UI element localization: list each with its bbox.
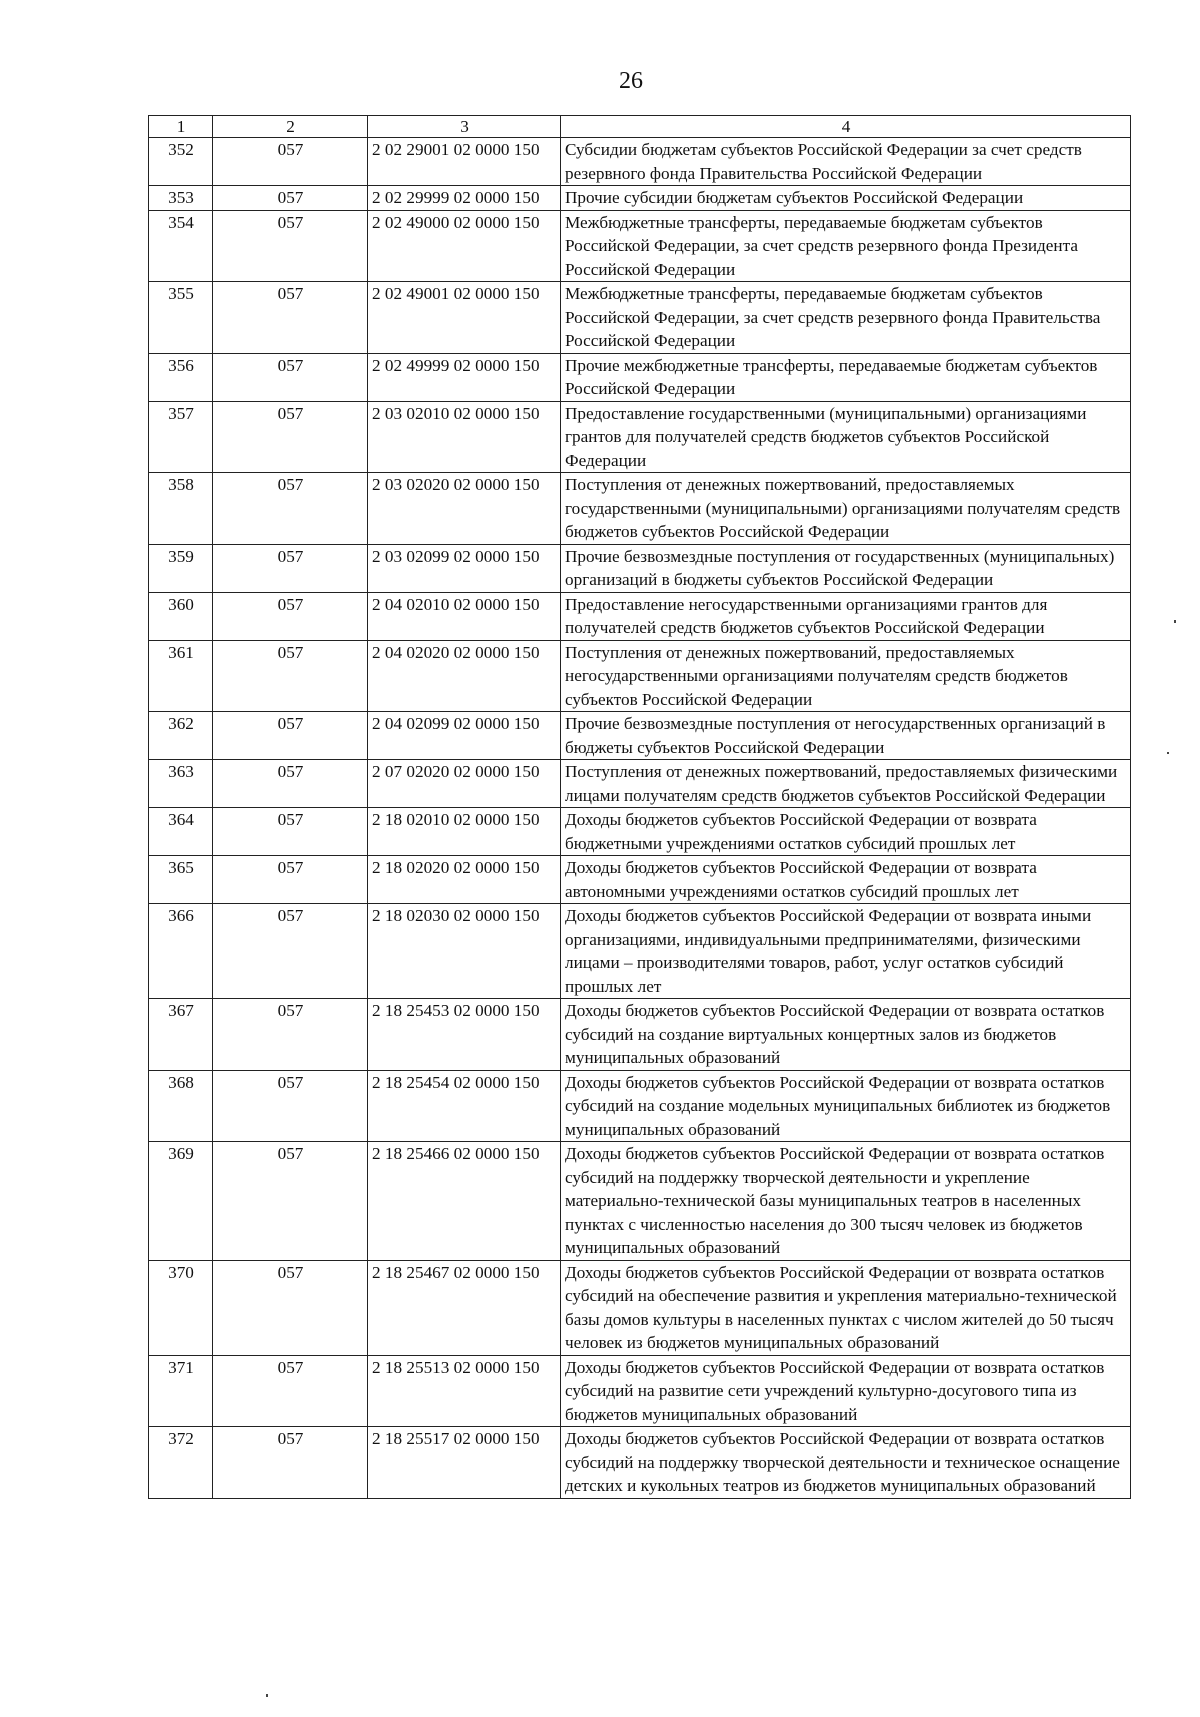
income-description: Предоставление государственными (муниципальными) организациями грантов для получателей средств бюджетов субъектов Российской Федерации: [561, 401, 1131, 473]
row-number: 372: [149, 1427, 213, 1499]
table-row: [149, 712, 1131, 760]
budget-classification-code: 2 07 02020 02 0000 150: [368, 760, 561, 808]
budget-classification-code: 2 02 49000 02 0000 150: [368, 210, 561, 282]
admin-code: 057: [213, 353, 368, 401]
budget-classification-code: 2 18 25513 02 0000 150: [368, 1355, 561, 1427]
table-row: [149, 904, 1131, 999]
income-description: Доходы бюджетов субъектов Российской Федерации от возврата остатков субсидий на обеспечение развития и укрепления материально-технической базы домов культуры в населенных пунктах с числом жителей до 50 тысяч человек из бюджетов муниципальных образований: [561, 1260, 1131, 1355]
page-number: 26: [619, 68, 643, 94]
budget-classification-code: 2 02 49001 02 0000 150: [368, 282, 561, 354]
table-row: [149, 1355, 1131, 1427]
table-row: [149, 640, 1131, 712]
table-header: [149, 116, 1131, 138]
income-description: Межбюджетные трансферты, передаваемые бюджетам субъектов Российской Федерации, за счет средств резервного фонда Президента Российской Федерации: [561, 210, 1131, 282]
admin-code: 057: [213, 712, 368, 760]
budget-classification-code: 2 02 49999 02 0000 150: [368, 353, 561, 401]
row-number: 371: [149, 1355, 213, 1427]
admin-code: 057: [213, 808, 368, 856]
admin-code: 057: [213, 760, 368, 808]
admin-code: 057: [213, 473, 368, 545]
admin-code: 057: [213, 401, 368, 473]
table-row: [149, 186, 1131, 211]
row-number: 369: [149, 1142, 213, 1261]
budget-classification-code: 2 03 02010 02 0000 150: [368, 401, 561, 473]
income-description: Доходы бюджетов субъектов Российской Федерации от возврата автономными учреждениями остатков субсидий прошлых лет: [561, 856, 1131, 904]
admin-code: 057: [213, 1260, 368, 1355]
budget-classification-code: 2 18 25517 02 0000 150: [368, 1427, 561, 1499]
budget-classification-code: 2 18 02030 02 0000 150: [368, 904, 561, 999]
table-row: [149, 1142, 1131, 1261]
admin-code: 057: [213, 138, 368, 186]
row-number: 355: [149, 282, 213, 354]
budget-classification-code: 2 18 02010 02 0000 150: [368, 808, 561, 856]
row-number: 360: [149, 592, 213, 640]
table-row: [149, 1260, 1131, 1355]
budget-codes-table: [148, 115, 1131, 1499]
row-number: 358: [149, 473, 213, 545]
row-number: 370: [149, 1260, 213, 1355]
admin-code: 057: [213, 640, 368, 712]
budget-classification-code: 2 02 29001 02 0000 150: [368, 138, 561, 186]
table-row: [149, 999, 1131, 1071]
table-row: [149, 401, 1131, 473]
table-row: [149, 138, 1131, 186]
admin-code: 057: [213, 856, 368, 904]
row-number: 367: [149, 999, 213, 1071]
budget-classification-code: 2 02 29999 02 0000 150: [368, 186, 561, 211]
header-col-3: 3: [368, 116, 561, 138]
income-description: Доходы бюджетов субъектов Российской Федерации от возврата остатков субсидий на создание модельных муниципальных библиотек из бюджетов муниципальных образований: [561, 1070, 1131, 1142]
table-row: [149, 544, 1131, 592]
income-description: Поступления от денежных пожертвований, предоставляемых физическими лицами получателям средств бюджетов субъектов Российской Федерации: [561, 760, 1131, 808]
row-number: 366: [149, 904, 213, 999]
admin-code: 057: [213, 1070, 368, 1142]
admin-code: 057: [213, 1142, 368, 1261]
income-description: Предоставление негосударственными организациями грантов для получателей средств бюджетов субъектов Российской Федерации: [561, 592, 1131, 640]
income-description: Субсидии бюджетам субъектов Российской Федерации за счет средств резервного фонда Правительства Российской Федерации: [561, 138, 1131, 186]
table-row: [149, 592, 1131, 640]
income-description: Доходы бюджетов субъектов Российской Федерации от возврата остатков субсидий на развитие сети учреждений культурно-досугового типа из бюджетов муниципальных образований: [561, 1355, 1131, 1427]
admin-code: 057: [213, 999, 368, 1071]
table-row: [149, 1070, 1131, 1142]
budget-classification-code: 2 03 02099 02 0000 150: [368, 544, 561, 592]
admin-code: 057: [213, 1355, 368, 1427]
income-description: Поступления от денежных пожертвований, предоставляемых негосударственными организациями получателям средств бюджетов субъектов Российской Федерации: [561, 640, 1131, 712]
header-col-4: 4: [561, 116, 1131, 138]
budget-classification-code: 2 18 02020 02 0000 150: [368, 856, 561, 904]
admin-code: 057: [213, 282, 368, 354]
income-description: Межбюджетные трансферты, передаваемые бюджетам субъектов Российской Федерации, за счет средств резервного фонда Правительства Российской Федерации: [561, 282, 1131, 354]
row-number: 357: [149, 401, 213, 473]
scan-speck: [1174, 620, 1176, 623]
header-col-1: 1: [149, 116, 213, 138]
admin-code: 057: [213, 592, 368, 640]
table-row: [149, 856, 1131, 904]
table-row: [149, 808, 1131, 856]
row-number: 359: [149, 544, 213, 592]
income-description: Прочие безвозмездные поступления от негосударственных организаций в бюджеты субъектов Российской Федерации: [561, 712, 1131, 760]
admin-code: 057: [213, 186, 368, 211]
income-description: Прочие межбюджетные трансферты, передаваемые бюджетам субъектов Российской Федерации: [561, 353, 1131, 401]
budget-classification-code: 2 18 25466 02 0000 150: [368, 1142, 561, 1261]
row-number: 363: [149, 760, 213, 808]
budget-classification-code: 2 18 25467 02 0000 150: [368, 1260, 561, 1355]
budget-classification-code: 2 03 02020 02 0000 150: [368, 473, 561, 545]
row-number: 352: [149, 138, 213, 186]
row-number: 368: [149, 1070, 213, 1142]
income-description: Доходы бюджетов субъектов Российской Федерации от возврата остатков субсидий на создание виртуальных концертных залов из бюджетов муниципальных образований: [561, 999, 1131, 1071]
scan-speck: [1167, 752, 1169, 754]
table-body: [149, 138, 1131, 1499]
admin-code: 057: [213, 904, 368, 999]
row-number: 364: [149, 808, 213, 856]
row-number: 362: [149, 712, 213, 760]
table-row: [149, 282, 1131, 354]
budget-classification-code: 2 04 02020 02 0000 150: [368, 640, 561, 712]
table-row: [149, 1427, 1131, 1499]
income-description: Доходы бюджетов субъектов Российской Федерации от возврата остатков субсидий на поддержку творческой деятельности и укрепление материально-технической базы муниципальных театров в населенных пунктах с численностью населения до 300 тысяч человек из бюджетов муниципальных образований: [561, 1142, 1131, 1261]
budget-classification-code: 2 18 25454 02 0000 150: [368, 1070, 561, 1142]
budget-classification-code: 2 04 02010 02 0000 150: [368, 592, 561, 640]
income-description: Прочие субсидии бюджетам субъектов Российской Федерации: [561, 186, 1131, 211]
income-description: Прочие безвозмездные поступления от государственных (муниципальных) организаций в бюджеты субъектов Российской Федерации: [561, 544, 1131, 592]
table-row: [149, 210, 1131, 282]
row-number: 361: [149, 640, 213, 712]
admin-code: 057: [213, 1427, 368, 1499]
income-description: Доходы бюджетов субъектов Российской Федерации от возврата остатков субсидий на поддержку творческой деятельности и техническое оснащение детских и кукольных театров из бюджетов муниципальных образований: [561, 1427, 1131, 1499]
income-description: Доходы бюджетов субъектов Российской Федерации от возврата иными организациями, индивидуальными предпринимателями, физическими лицами – производителями товаров, работ, услуг остатков субсидий прошлых лет: [561, 904, 1131, 999]
income-description: Поступления от денежных пожертвований, предоставляемых государственными (муниципальными) организациями получателям средств бюджетов субъектов Российской Федерации: [561, 473, 1131, 545]
row-number: 353: [149, 186, 213, 211]
header-row: [149, 116, 1131, 138]
budget-classification-code: 2 04 02099 02 0000 150: [368, 712, 561, 760]
income-description: Доходы бюджетов субъектов Российской Федерации от возврата бюджетными учреждениями остатков субсидий прошлых лет: [561, 808, 1131, 856]
budget-classification-code: 2 18 25453 02 0000 150: [368, 999, 561, 1071]
row-number: 356: [149, 353, 213, 401]
row-number: 354: [149, 210, 213, 282]
table-row: [149, 353, 1131, 401]
table-row: [149, 760, 1131, 808]
row-number: 365: [149, 856, 213, 904]
admin-code: 057: [213, 210, 368, 282]
table-row: [149, 473, 1131, 545]
header-col-2: 2: [213, 116, 368, 138]
admin-code: 057: [213, 544, 368, 592]
scan-speck: [266, 1694, 268, 1697]
